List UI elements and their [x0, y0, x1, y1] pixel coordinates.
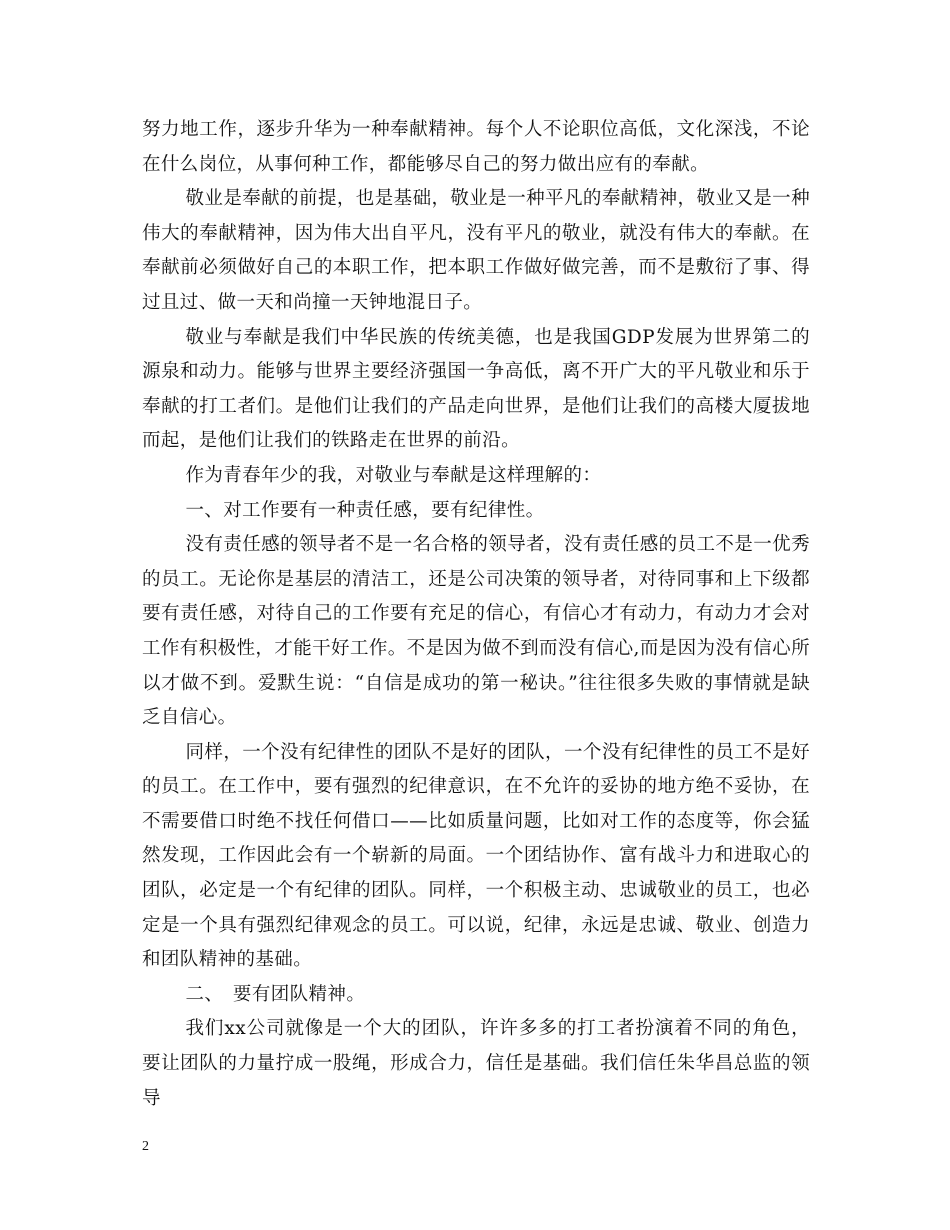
section-heading-team-spirit: 二、 要有团队精神。 — [185, 983, 366, 1005]
paragraph-team: 我们xx公司就像是一个大的团队，许许多多的打工者扮演着不同的角色，要让团队的力量拧成一股绳，形成合力，信任是基础。我们信任朱华昌总监的领导 — [142, 1018, 810, 1109]
paragraph-dedication-premise: 敬业是奉献的前提，也是基础，敬业是一种平凡的奉献精神，敬业又是一种伟大的奉献精神，因为伟大出自平凡，没有平凡的敬业，就没有伟大的奉献。在奉献前必须做好自己的本职工作，把本职工作做好做完善，而不是敷衍了事、得过且过、做一天和尚撞一天钟地混日子。 — [142, 188, 810, 313]
paragraph-understanding-intro: 作为青春年少的我，对敬业与奉献是这样理解的： — [185, 464, 602, 486]
document-body — [142, 113, 810, 1116]
paragraph-traditional-virtue: 敬业与奉献是我们中华民族的传统美德，也是我国GDP发展为世界第二的源泉和动力。能够与世界主要经济强国一争高低，离不开广大的平凡敬业和乐于奉献的打工者们。是他们让我们的产品走向世界，是他们让我们的高楼大厦拔地而起，是他们让我们的铁路走在世界的前沿。 — [142, 326, 810, 452]
paragraph-discipline: 同样，一个没有纪律性的团队不是好的团队，一个没有纪律性的员工不是好的员工。在工作中，要有强烈的纪律意识，在不允许的妥协的地方绝不妥协，在不需要借口时绝不找任何借口——比如质量问题，比如对工作的态度等，你会猛然发现，工作因此会有一个崭新的局面。一个团结协作、富有战斗力和进取心的团队，必定是一个有纪律的团队。同样，一个积极主动、忠诚敬业的员工，也必定是一个具有强烈纪律观念的员工。可以说，纪律，永远是忠诚、敬业、创造力和团队精神的基础。 — [142, 741, 810, 971]
page-number: 2 — [142, 1139, 149, 1154]
section-heading-responsibility: 一、对工作要有一种责任感，要有纪律性。 — [185, 499, 545, 521]
paragraph-responsibility: 没有责任感的领导者不是一名合格的领导者，没有责任感的员工不是一优秀的员工。无论你是基层的清洁工，还是公司决策的领导者，对待同事和上下级都要有责任感，对待自己的工作要有充足的信心，有信心才有动力，有动力才会对工作有积极性，才能干好工作。不是因为做不到而没有信心,而是因为没有信心所以才做不到。爱默生说：“自信是成功的第一秘诀。”往往很多失败的事情就是缺乏自信心。 — [142, 534, 810, 729]
paragraph-continued: 努力地工作，逐步升华为一种奉献精神。每个人不论职位高低，文化深浅，不论在什么岗位，从事何种工作，都能够尽自己的努力做出应有的奉献。 — [142, 119, 810, 175]
